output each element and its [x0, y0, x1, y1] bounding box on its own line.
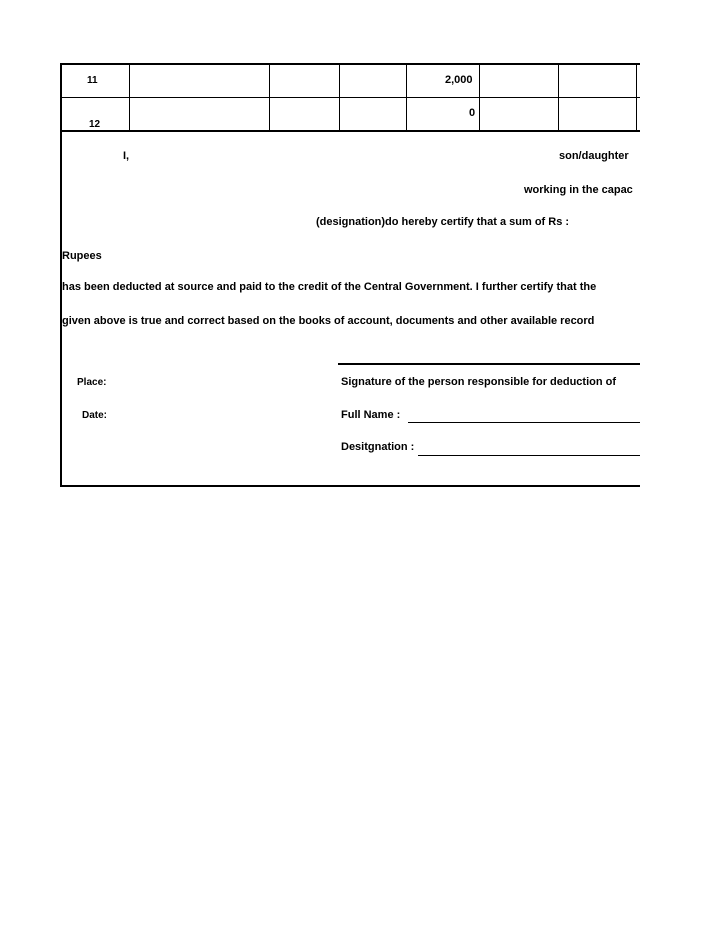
rupees-label: Rupees: [62, 250, 102, 262]
row-12-amount: 0: [469, 107, 476, 119]
table-col-divider: [636, 65, 637, 132]
place-label: Place:: [77, 377, 107, 388]
signature-label: Signature of the person responsible for deduction of: [341, 376, 617, 388]
row-12-sl-no: 12: [89, 119, 101, 130]
certificate-form: [60, 63, 640, 487]
row-11-sl-no: 11: [87, 75, 98, 86]
designation-certify-line: (designation)do hereby certify that a sum of Rs :: [316, 216, 570, 228]
full-name-label: Full Name :: [341, 409, 401, 421]
deducted-line: has been deducted at source and paid to the credit of the Central Government. I further certify that the: [62, 281, 597, 293]
designation-field[interactable]: [418, 455, 640, 456]
working-in-label: working in the capac: [524, 184, 633, 196]
son-daughter-label: son/daughter: [559, 150, 629, 162]
table-bottom-border: [62, 130, 640, 132]
table-col-divider: [339, 65, 340, 132]
designation-label: Desitgnation :: [341, 441, 415, 453]
full-name-field[interactable]: [408, 422, 640, 423]
table-col-divider: [129, 65, 130, 132]
date-label: Date:: [82, 410, 108, 421]
true-correct-line: given above is true and correct based on the books of account, documents and other available record: [62, 315, 595, 327]
row-11-amount: 2,000: [445, 74, 473, 86]
i-label: I,: [123, 150, 130, 162]
signature-line: [338, 363, 640, 365]
table-col-divider: [406, 65, 407, 132]
table-col-divider: [479, 65, 480, 132]
table-row-divider: [62, 97, 640, 98]
table-col-divider: [558, 65, 559, 132]
table-col-divider: [269, 65, 270, 132]
